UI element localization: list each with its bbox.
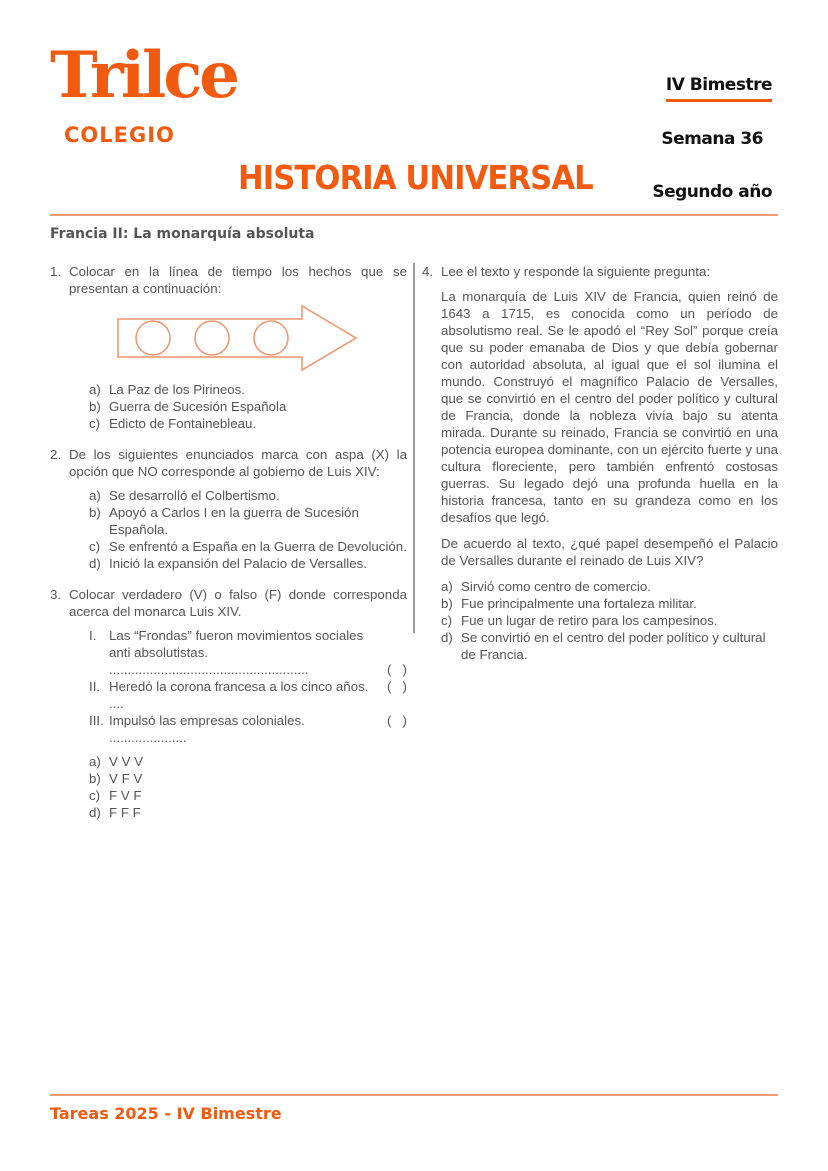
q3-options — [89, 753, 407, 821]
q4-options — [441, 578, 778, 663]
question-2 — [50, 446, 407, 480]
logo-subtitle: COLEGIO — [64, 123, 175, 147]
question-text: Colocar en la línea de tiempo los hechos que se presentan a continuación: — [69, 264, 407, 296]
column-divider — [413, 263, 415, 633]
option: a) La Paz de los Pirineos. — [89, 382, 246, 397]
topic-title: Francia II: La monarquía absoluta — [50, 226, 315, 242]
option: b) Guerra de Sucesión Española — [89, 399, 287, 414]
option[interactable]: b) Apoyó a Carlos I en la guerra de Sucesión Española. — [89, 505, 359, 537]
timeline-slot[interactable] — [136, 321, 170, 355]
option[interactable]: d) Se convirtió en el centro del poder político y cultural de Francia. — [441, 630, 766, 662]
page-title: HISTORIA UNIVERSAL — [238, 158, 593, 197]
timeline-arrow — [50, 303, 410, 375]
statement: II. Heredó la corona francesa a los cinco años. .... ( ) — [89, 679, 407, 711]
question-text: Colocar verdadero (V) o falso (F) donde corresponda acerca del monarca Luis XIV. — [69, 587, 407, 619]
option[interactable]: a) V V V — [89, 754, 143, 769]
question-4 — [422, 263, 778, 280]
timeline-slot[interactable] — [254, 321, 288, 355]
option[interactable]: c) Se enfrentó a España en la Guerra de Devolución. — [89, 539, 407, 554]
trilce-logo: Trilce — [50, 38, 237, 113]
footer-text: Tareas 2025 - IV Bimestre — [50, 1104, 282, 1123]
statement: III. Impulsó las empresas coloniales. ..................... ( ) — [89, 713, 407, 745]
q3-statements — [89, 627, 407, 746]
answer-blank[interactable]: ( ) — [387, 662, 407, 677]
question-prompt: De acuerdo al texto, ¿qué papel desempeñó el Palacio de Versalles durante el reinado de Luis XIV? — [441, 536, 778, 568]
right-column — [422, 263, 778, 663]
option[interactable]: a) Sirvió como centro de comercio. — [441, 579, 651, 594]
question-number: 2. — [50, 447, 62, 462]
question-number: 1. — [50, 264, 62, 279]
reading-passage: La monarquía de Luis XIV de Francia, quien reinó de 1643 a 1715, es conocida como un período de absolutismo real. Se le apodó el “Rey Sol” porque creía que su poder emanaba de Dios y que debía gobernar con autoridad absoluta, al igual que el sol ilumina el mundo. Construyó el magnífico Palacio de Versalles, que se convirtió en el centro del poder político y cultural de Francia, donde la nobleza vivía bajo su atenta mirada. Durante su reinado, Francia se convirtió en una potencia europea dominante, con un ejército fuerte y una cultura floreciente, pero también enfrentó costosas guerras. Su legado dejó una profunda huella en la historia francesa, tanto en su grandeza como en los desafíos que legó. — [441, 289, 778, 525]
option[interactable]: c) Fue un lugar de retiro para los campesinos. — [441, 613, 718, 628]
question-1 — [50, 263, 407, 297]
option[interactable]: b) V F V — [89, 771, 143, 786]
option[interactable]: a) Se desarrolló el Colbertismo. — [89, 488, 280, 503]
statement: I. Las “Frondas” fueron movimientos sociales anti absolutistas. ...................................................... ( ) — [89, 628, 407, 677]
timeline-slot[interactable] — [195, 321, 229, 355]
option: c) Edicto de Fontainebleau. — [89, 416, 257, 431]
header-divider — [50, 214, 778, 216]
answer-blank[interactable]: ( ) — [387, 713, 407, 728]
bimestre-label: IV Bimestre — [666, 75, 772, 102]
question-number: 3. — [50, 587, 62, 602]
question-3 — [50, 586, 407, 620]
footer-divider — [50, 1094, 778, 1096]
option[interactable]: b) Fue principalmente una fortaleza militar. — [441, 596, 697, 611]
option[interactable]: d) Inició la expansión del Palacio de Versalles. — [89, 556, 367, 571]
question-number: 4. — [422, 264, 434, 279]
answer-blank[interactable]: ( ) — [387, 679, 407, 694]
question-text: Lee el texto y responde la siguiente pregunta: — [441, 264, 711, 279]
option[interactable]: c) F V F — [89, 788, 142, 803]
grade-label: Segundo año — [652, 182, 772, 202]
option[interactable]: d) F F F — [89, 805, 141, 820]
arrow-shape — [118, 306, 356, 370]
semana-label: Semana 36 — [661, 129, 763, 149]
q1-options — [89, 381, 407, 432]
q2-options — [89, 487, 407, 572]
left-column — [50, 263, 407, 821]
question-text: De los siguientes enunciados marca con aspa (X) la opción que NO corresponde al gobierno de Luis XIV: — [69, 447, 407, 479]
